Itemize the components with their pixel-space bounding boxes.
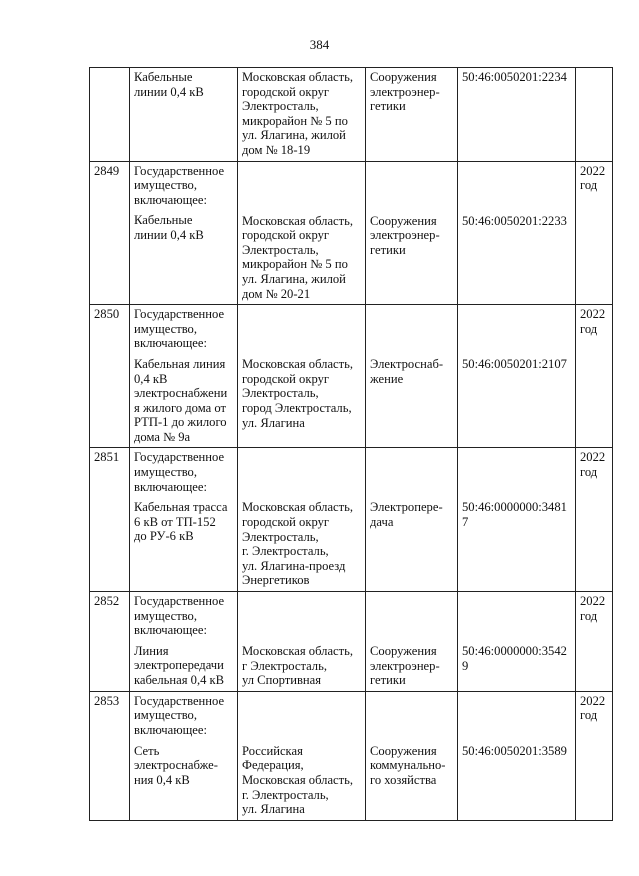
object-address-text: Российская Федерация, Московская область, г. Электросталь, ул. Ялагина xyxy=(242,743,354,817)
object-name xyxy=(130,161,238,305)
row-header: Государственное имущество, включающее: xyxy=(134,693,225,737)
object-type-text: Электропере- дача xyxy=(370,500,443,530)
object-address-text: Московская область, городской округ Электросталь, город Электросталь, ул. Ялагина xyxy=(242,357,354,430)
cadastral-number-text: 50:46:0050201:2233 xyxy=(462,213,567,228)
object-type: Сооружения электроэнер- гетики xyxy=(366,68,458,162)
table-row xyxy=(90,68,613,162)
object-address: Московская область, городской округ Электросталь, микрорайон № 5 по ул. Ялагина, жилой дом № 18-19 xyxy=(238,68,366,162)
row-header: Государственное имущество, включающее: xyxy=(134,450,225,494)
object-address xyxy=(238,305,366,448)
row-number: 2851 xyxy=(90,448,130,592)
row-number: 2850 xyxy=(90,305,130,448)
registry-table xyxy=(89,67,613,821)
year: 2022 год xyxy=(576,691,613,820)
cadastral-number: 50:46:0050201:2234 xyxy=(458,68,576,162)
object-name-text: Кабельная трасса 6 кВ от ТП-152 до РУ-6 кВ xyxy=(134,500,228,544)
object-name: Кабельные линии 0,4 кВ xyxy=(130,68,238,162)
object-name xyxy=(130,305,238,448)
row-number: 2849 xyxy=(90,161,130,305)
object-name-text: Сеть электроснабже- ния 0,4 кВ xyxy=(134,743,218,787)
object-address xyxy=(238,592,366,692)
year xyxy=(576,68,613,162)
object-type xyxy=(366,305,458,448)
year: 2022 год xyxy=(576,448,613,592)
object-name xyxy=(130,448,238,592)
table-row xyxy=(90,161,613,305)
object-name xyxy=(130,691,238,820)
cadastral-number-text: 50:46:0050201:3589 xyxy=(462,743,567,758)
row-number xyxy=(90,68,130,162)
object-type-text: Сооружения коммунально- го хозяйства xyxy=(370,743,446,787)
cadastral-number xyxy=(458,448,576,592)
table-row xyxy=(90,305,613,448)
cadastral-number xyxy=(458,592,576,692)
cadastral-number-text: 50:46:0050201:2107 xyxy=(462,357,567,372)
table-row xyxy=(90,691,613,820)
object-type xyxy=(366,161,458,305)
row-number: 2852 xyxy=(90,592,130,692)
table-row xyxy=(90,448,613,592)
cadastral-number-text: 50:46:0000000:3542 9 xyxy=(462,644,567,673)
object-address-text: Московская область, г Электросталь, ул Спортивная xyxy=(242,644,354,688)
object-address-text: Московская область, городской округ Электросталь, г. Электросталь, ул. Ялагина-проезд Энергетиков xyxy=(242,500,354,588)
row-number: 2853 xyxy=(90,691,130,820)
object-name-text: Кабельная линия 0,4 кВ электроснабжени я жилого дома от РТП-1 до жилого дома № 9а xyxy=(134,356,228,444)
page-number: 384 xyxy=(309,37,330,52)
cadastral-number xyxy=(458,691,576,820)
year: 2022 год xyxy=(576,305,613,448)
object-type-text: Сооружения электроэнер- гетики xyxy=(370,213,440,257)
row-header: Государственное имущество, включающее: xyxy=(134,163,225,207)
object-name-text: Кабельные линии 0,4 кВ xyxy=(134,213,204,242)
object-name-text: Линия электропередачи кабельная 0,4 кВ xyxy=(134,643,225,687)
cadastral-number xyxy=(458,305,576,448)
row-header: Государственное имущество, включающее: xyxy=(134,307,225,351)
object-type xyxy=(366,691,458,820)
cadastral-number-text: 50:46:0000000:3481 7 xyxy=(462,500,567,530)
object-type-text: Электроснаб- жение xyxy=(370,357,444,386)
object-address xyxy=(238,448,366,592)
cadastral-number xyxy=(458,161,576,305)
object-type xyxy=(366,448,458,592)
table-row xyxy=(90,592,613,692)
object-address-text: Московская область, городской округ Электросталь, микрорайон № 5 по ул. Ялагина, жилой дом № 20-21 xyxy=(242,213,354,301)
object-address xyxy=(238,691,366,820)
year: 2022 год xyxy=(576,161,613,305)
year: 2022 год xyxy=(576,592,613,692)
object-type-text: Сооружения электроэнер- гетики xyxy=(370,644,440,688)
object-type xyxy=(366,592,458,692)
object-name xyxy=(130,592,238,692)
row-header: Государственное имущество, включающее: xyxy=(134,594,225,638)
object-address xyxy=(238,161,366,305)
